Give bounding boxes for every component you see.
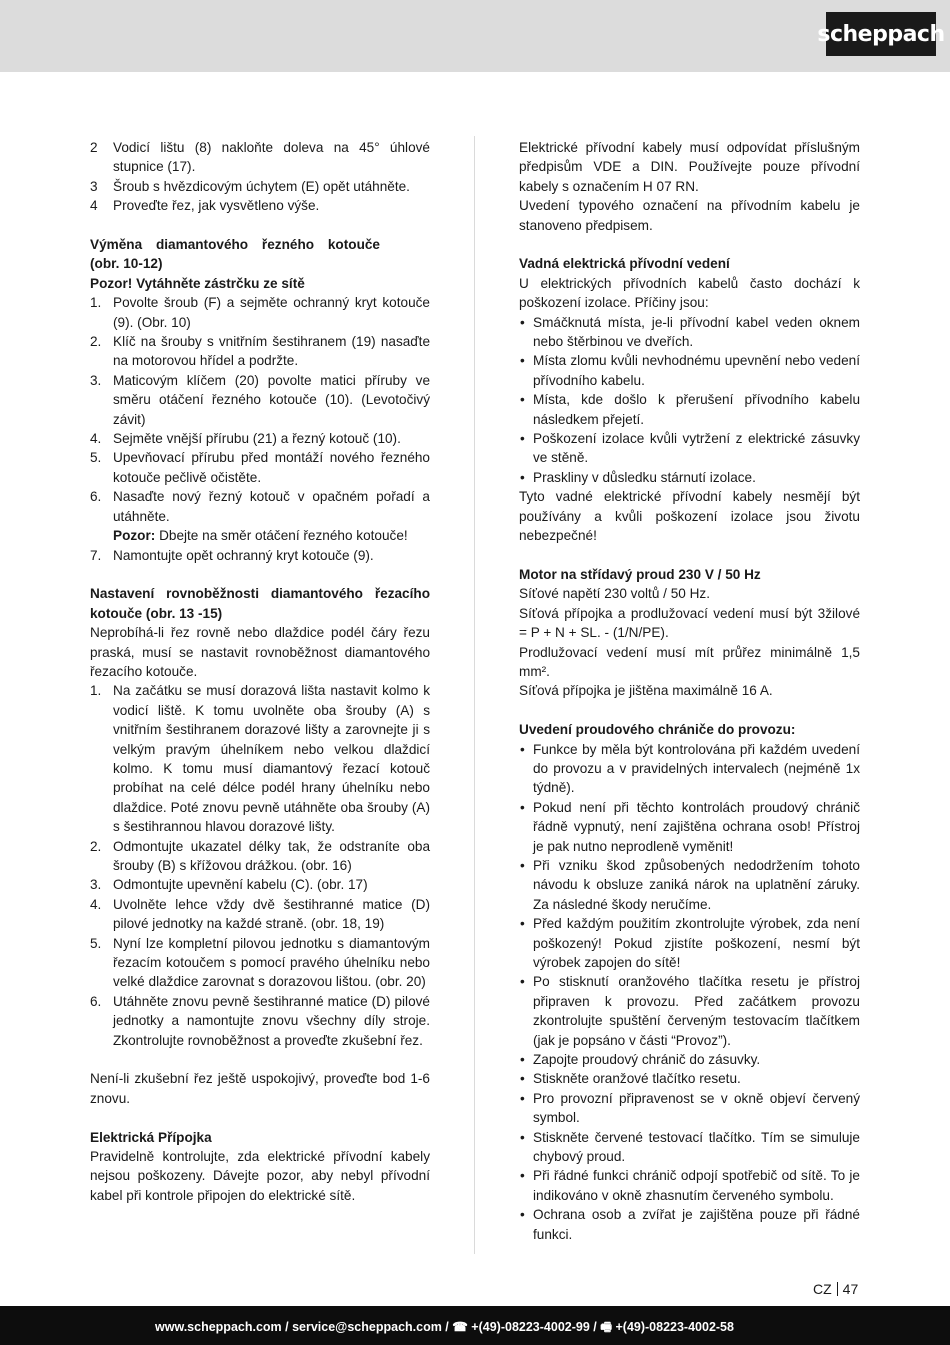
blade-change-warning: Pozor! Vytáhněte zástrčku ze sítě	[90, 275, 305, 291]
rcd-heading: Uvedení proudového chrániče do provozu:	[519, 722, 796, 738]
footer-contact: www.scheppach.com / service@scheppach.com / ☎ +(49)-08223-4002-99 / 🖷 +(49)-08223-4002-58	[155, 1320, 734, 1334]
list-item: • Před každým použitím zkontrolujte výrobek, zda není poškozený! Pokud zjistíte poškození, nesmí být výrobek zapojen do sítě!	[519, 914, 860, 972]
list-item: • Poškození izolace kvůli vytržení z elektrické zásuvky ve stěně.	[519, 429, 860, 468]
list-item: 6. Nasaďte nový řezný kotouč v opačném pořadí a utáhněte. Pozor: Dbejte na směr otáčení řezného kotouče!	[90, 489, 430, 544]
blade-note-label: Pozor:	[113, 528, 156, 544]
list-item: • Funkce by měla být kontrolována při každém uvedení do provozu a v pravidelných intervalech (nejméně 1x týdně).	[519, 740, 860, 798]
cable-text-1: Elektrické přívodní kabely musí odpovídat příslušným předpisům VDE a DIN. Používejte pouze přívodní kabely s označením H 07 RN.	[519, 140, 860, 194]
list-item: 3. Odmontujte upevnění kabelu (C). (obr. 17)	[90, 877, 368, 893]
list-item: 4. Uvolněte lehce vždy dvě šestihranné matice (D) pilové jednotky na každé straně. (obr. 18, 19)	[90, 896, 430, 932]
list-item: 4 Proveďte řez, jak vysvětleno výše.	[90, 198, 320, 214]
defect-list	[519, 313, 860, 488]
defect-heading: Vadná elektrická přívodní vedení	[519, 256, 730, 272]
list-item: • Po stisknutí oranžového tlačítka resetu je přístroj připraven k provozu. Před začátkem provozu zkontrolujte spuštění červeným testovacím tlačítkem (jak je popsáno v části “Provoz”).	[519, 972, 860, 1050]
motor-line: Prodlužovací vedení musí mít průřez minimálně 1,5 mm².	[519, 644, 860, 679]
blade-change-steps	[90, 293, 430, 565]
page-header	[0, 0, 950, 72]
list-item: 1. Povolte šroub (F) a sejměte ochranný kryt kotouče (9). (Obr. 10)	[90, 295, 430, 330]
list-item: • Praskliny v důsledku stárnutí izolace.	[519, 468, 860, 487]
list-item: 7. Namontujte opět ochranný kryt kotouče (9).	[90, 547, 374, 563]
list-item: • Ochrana osob a zvířat je zajištěna pouze při řádné funkci.	[519, 1205, 860, 1244]
list-item: • Místa, kde došlo k přerušení přívodního kabelu následkem přejetí.	[519, 390, 860, 429]
blade-change-heading: Výměna diamantového řezného kotouče (obr. 10-12)	[90, 237, 380, 272]
defect-outro: Tyto vadné elektrické přívodní kabely nesmějí být používány a kvůli poškození izolace jsou životu nebezpečné!	[519, 489, 860, 544]
list-item: 3 Šroub s hvězdicovým úchytem (E) opět utáhněte.	[90, 178, 410, 194]
list-item: 3. Maticovým klíčem (20) povolte matici příruby ve směru otáčení řezného kotouče (10). (Levotočivý závit)	[90, 372, 430, 427]
list-item: • Stiskněte červené testovací tlačítko. Tím se simuluje chybový proud.	[519, 1128, 860, 1167]
list-item: 4. Sejměte vnější přírubu (21) a řezný kotouč (10).	[90, 431, 401, 447]
motor-line: Síťová přípojka je jištěna maximálně 16 A.	[519, 683, 773, 699]
list-item: 6. Utáhněte znovu pevně šestihranné matice (D) pilové jednotky a namontujte znovu všechny díly stroje. Zkontrolujte rovnoběžnost a proveďte zkušební řez.	[90, 993, 430, 1048]
language-code: CZ	[813, 1281, 832, 1297]
page-number	[813, 1281, 858, 1297]
page-number-value: 47	[842, 1281, 859, 1297]
left-column	[90, 138, 430, 1205]
tilt-steps	[90, 138, 430, 216]
list-item: • Při řádné funkci chránič odpojí spotřebič od sítě. To je indikováno v okně zhasnutím červeného symbolu.	[519, 1166, 860, 1205]
page-footer	[0, 1306, 950, 1345]
cable-text-2: Uvedení typového označení na přívodním kabelu je stanoveno předpisem.	[519, 198, 860, 233]
list-item: • Pokud není při těchto kontrolách proudový chránič řádně vypnutý, není zajištěna ochrana osob! Přístroj je pak nutno neprodleně vyměnit!	[519, 798, 860, 856]
list-item: • Smáčknutá místa, je-li přívodní kabel veden oknem nebo štěrbinou ve dveřích.	[519, 313, 860, 352]
right-column	[519, 138, 860, 1244]
motor-line: Síťové napětí 230 voltů / 50 Hz.	[519, 586, 710, 602]
blade-note-text: Dbejte na směr otáčení řezného kotouče!	[159, 528, 408, 544]
list-item: 5. Upevňovací přírubu před montáží nového řezného kotouče pečlivě očistěte.	[90, 450, 430, 485]
motor-line: Síťová přípojka a prodlužovací vedení musí být 3žilové = P + N + SL. - (1/N/PE).	[519, 605, 860, 641]
list-item: • Pro provozní připravenost se v okně objeví červený symbol.	[519, 1089, 860, 1128]
parallel-steps	[90, 681, 430, 1050]
list-item: • Zapojte proudový chránič do zásuvky.	[519, 1050, 860, 1069]
column-divider	[474, 136, 475, 1254]
brand-logo: scheppach	[826, 12, 936, 56]
electric-text: Pravidelně kontrolujte, zda elektrické přívodní kabely nejsou poškozeny. Dávejte pozor, aby nebyl přívodní kabel při kontrole připojen do elektrické sítě.	[90, 1149, 430, 1203]
list-item: • Stiskněte oranžové tlačítko resetu.	[519, 1069, 860, 1088]
list-item: 2 Vodicí lištu (8) nakloňte doleva na 45° úhlové stupnice (17).	[90, 140, 430, 175]
list-item: • Při vzniku škod způsobených nedodržením tohoto návodu k obsluze zaniká nárok na uplatnění záruky. Za následné škody neručíme.	[519, 856, 860, 914]
list-item: 2. Klíč na šrouby s vnitřním šestihranem (19) nasaďte na motorovou hřídel a podržte.	[90, 334, 430, 369]
parallel-heading: Nastavení rovnoběžnosti diamantového řezacího kotouče (obr. 13 -15)	[90, 586, 430, 621]
list-item: • Místa zlomu kvůli nevhodnému upevnění nebo vedení přívodního kabelu.	[519, 351, 860, 390]
motor-heading: Motor na střídavý proud 230 V / 50 Hz	[519, 566, 761, 582]
list-item: 1. Na začátku se musí dorazová lišta nastavit kolmo k vodicí liště. K tomu uvolněte oba šrouby (A) s vnitřním šestihranem dorazové lišty a zarovnejte ji s velkým pravým úhelníkem nebo velkou dlaždicí kolmo. K tomu musí diamantový řezací kotouč probíhat na celé délce podél hrany úhelníku nebo dlaždice. Poté znovu pevně utáhněte oba šrouby (A) s šestihrannou hlavou dorazové lišty.	[90, 683, 430, 835]
parallel-outro: Není-li zkušební řez ještě uspokojivý, proveďte bod 1-6 znovu.	[90, 1071, 430, 1106]
list-item: 2. Odmontujte ukazatel délky tak, že odstraníte oba šrouby (B) s křížovou drážkou. (obr. 16)	[90, 838, 430, 873]
electric-heading: Elektrická Přípojka	[90, 1129, 212, 1145]
defect-intro: U elektrických přívodních kabelů často dochází k poškození izolace. Příčiny jsou:	[519, 275, 860, 311]
rcd-list	[519, 740, 860, 1245]
list-item: 5. Nyní lze kompletní pilovou jednotku s diamantovým řezacím kotoučem s pomocí pravého úhelníku nebo velké dlaždice zarovnat s dorazovou lištou. (obr. 20)	[90, 935, 430, 990]
parallel-intro: Neprobíhá-li řez rovně nebo dlaždice podél čáry řezu praská, musí se nastavit rovnoběžnost diamantového řezacího kotouče.	[90, 625, 430, 679]
